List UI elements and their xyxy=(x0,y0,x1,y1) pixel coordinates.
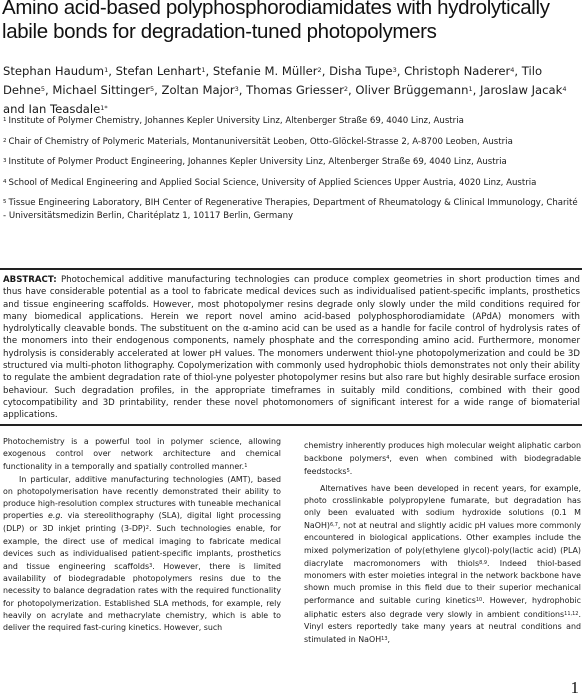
affiliation-text: School of Medical Engineering and Applied Social Science, University of Applied Sciences Upper Austria, 4020 Linz, Austria xyxy=(8,177,537,188)
abstract-text: Photochemical additive manufacturing technologies can produce complex geometries in short production times and thus have considerable potential as a tool to fabricate medical devices such as individualised patient-specific implants, prosthetics and tissue engineering scaffolds. However, most photopolymer resins degrade only slowly under the mild conditions required for many biomedical applications. Herein we report novel amino acid-based polyphosphorodiamidate (APdA) monomers with hydrolytically cleavable bonds. The substituent on the α-amino acid can be used as a handle for facile control of hydrolysis rates of the monomers into their endogenous components, namely phosphate and the corresponding amino acid. Furthermore, monomer hydrolysis is considerably accelerated at lower pH values. The monomers underwent thiol-yne photopolymerization and could be 3D structured via multi-photon lithography. Copolymerization with commonly used hydrophobic thiols demonstrates not only their ability to regulate the ambient degradation rate of thiol-yne polyester photopolymer resins but also rare but highly desirable surface erosion behaviour. Such degradation profiles, in the appropriate timeframes in suitably mild conditions, combined with their good cytocompatibility and 3D printability, render these novel photomonomers of significant interest for a wide range of biomaterial applications. xyxy=(3,275,580,421)
citation: 3 xyxy=(149,563,153,570)
paragraph: chemistry inherently produces high molecular weight aliphatic carbon backbone polymers$^4$, even when combined with biodegradable feedstocks$^5$. xyxy=(304,441,582,477)
paper-title: Amino acid-based polyphosphorodiamidates with hydrolytically labile bonds for degradation-tuned photopolymers xyxy=(2,0,550,43)
author-affiliation-mark: 1 xyxy=(104,66,109,74)
author-name: Jaroslaw Jacak xyxy=(479,83,563,97)
author-name: Disha Tupe xyxy=(329,64,393,78)
affiliation xyxy=(3,114,581,128)
affiliation-number: 4 xyxy=(3,178,7,185)
affiliation-number: 2 xyxy=(3,137,7,144)
author-affiliation-mark: 2 xyxy=(343,85,349,93)
affiliation-list xyxy=(3,114,581,230)
citation: 6,7 xyxy=(329,522,338,529)
author-name: Ian Teasdale xyxy=(28,102,101,116)
paragraph: Photochemistry is a powerful tool in polymer science, allowing exogenous control over network architecture and chemical functionality in a temporally and spatially controlled manner.$^1$ xyxy=(3,437,281,472)
author-affiliation-mark: 3 xyxy=(234,85,239,93)
author-name: Thomas Griesser xyxy=(246,83,344,97)
affiliation-text: Tissue Engineering Laboratory, BIH Center of Regenerative Therapies, Department of Rheumatology & Clinical Immunology, Charité - Universitätsmedizin Berlin, Charitéplatz 1, 10117 Berlin, Germany xyxy=(3,198,578,221)
author-name: Oliver Brüggemann xyxy=(355,83,469,97)
affiliation xyxy=(3,155,581,169)
author-name: Tilo Dehne xyxy=(3,64,543,97)
author-name: Christoph Naderer xyxy=(404,64,511,78)
author-name: Michael Sittinger xyxy=(52,83,150,97)
author-affiliation-mark: 3 xyxy=(392,66,397,74)
citation: 8,9 xyxy=(479,559,488,566)
author-affiliation-mark: 5 xyxy=(40,85,46,93)
author-name: Zoltan Major xyxy=(161,83,235,97)
citation: 13 xyxy=(381,636,388,643)
affiliation-number: 3 xyxy=(3,158,7,165)
affiliation-text: Institute of Polymer Product Engineering, Johannes Kepler University Linz, Altenberger Straße 69, 4040 Linz, Austria xyxy=(8,157,507,168)
author-affiliation-mark: 5 xyxy=(150,85,155,93)
body-column-left xyxy=(3,436,281,634)
affiliation-number: 1 xyxy=(3,117,7,123)
citation: 4 xyxy=(386,455,390,462)
citation: 2 xyxy=(145,525,149,532)
bottom-rule xyxy=(0,424,582,426)
author-affiliation-mark: 4 xyxy=(562,85,567,93)
author-affiliation-mark: 1 xyxy=(201,66,206,74)
affiliation xyxy=(3,135,581,149)
body-column-right xyxy=(304,440,581,646)
citation: 1 xyxy=(244,463,248,470)
author-name: Stephan Haudum xyxy=(3,64,105,78)
affiliation xyxy=(3,176,581,190)
affiliation-text: Chair of Chemistry of Polymeric Materials, Montanuniversität Leoben, Otto-Glöckel-Strasse 2, A-8700 Leoben, Austria xyxy=(8,136,513,147)
affiliation-number: 5 xyxy=(3,199,7,206)
citation: 11,12 xyxy=(564,610,579,617)
citation: 10 xyxy=(475,597,483,604)
author-affiliation-mark: 1 xyxy=(468,85,473,93)
paragraph: Alternatives have been developed in recent years, for example, photo crosslinkable polypropylene fumarate, but degradation has only been evaluated with sodium hydroxide solutions (0.1 M NaOH)$^{6,7}$, not at neutral and slightly acidic pH values more commonly encountered in biological applications. Other examples include the mixed polymerization of poly(ethylene glycol)-poly(lactic acid) (PLA) diacrylate macromonomers with thiols$^{8,9}$. Indeed thiol-based monomers with ester moieties integral in the network backbone have shown much promise in this field due to their superior mechanical performance and suitable curing kinetics$^{10}$. However, hydrophobic aliphatic esters also degrade very slowly in ambient conditions$^{11,12}$. Vinyl esters reportedly take many years at neutral conditions and stimulated in NaOH$^{13}$, xyxy=(304,483,581,645)
author-list: Stephan Haudum$^1$, Stefan Lenhart$^1$, Stefanie M. Müller$^2$, Disha Tupe$^3$, Christoph Naderer$^4$, Tilo Dehne$^5$, Michael Sittinger$^5$, Zoltan Major$^3$, Thomas Griesser$^2$, Oliver Brüggemann$^1$, Jaroslaw Jacak$^4$ and Ian Teasdale$^{1*}$ xyxy=(3,64,567,116)
top-rule xyxy=(0,268,582,270)
author-affiliation-mark: 1* xyxy=(100,104,108,112)
paragraph: In particular, additive manufacturing technologies (AMT), based on photopolymerisation have recently demonstrated their ability to produce high-resolution complex structures with tuneable mechanical properties e.g. via stereolithography (SLA), digital light processing (DLP) or 3D inkjet printing $(3-DP)^2$. Such technologies enable, for example, the direct use of medical imaging to fabricate medical devices such as individualised patient-specific implants, prosthetics and tissue engineering scaffolds$^3$. However, there is limited availability of biodegradable photopolymers resins due to the necessity to balance degradation rates with the required functionality for photopolymerization. Established SLA methods, for example, rely heavily on acrylate and methacrylate chemistry, which is able to deliver the required fast-curing kinetics. However, such xyxy=(3,474,281,633)
citation: 5 xyxy=(346,468,350,475)
author-affiliation-mark: 2 xyxy=(317,66,322,74)
author-name: Stefan Lenhart xyxy=(115,64,202,78)
affiliation xyxy=(3,196,581,222)
abstract: ABSTRACT: Photochemical additive manufacturing technologies can produce complex geometries in short production times and thus have considerable potential as a tool to fabricate medical devices such as individualised patient-specific implants, prosthetics and tissue engineering scaffolds. However, most photopolymer resins degrade only slowly under the mild conditions required for many biomedical applications. Herein we report novel amino acid-based polyphosphorodiamidate (APdA) monomers with hydrolytically cleavable bonds. The substituent on the α-amino acid can be used as a handle for facile control of hydrolysis rates of the monomers into their endogenous components, namely phosphate and the corresponding amino acid. Furthermore, monomer hydrolysis is considerably accelerated at lower pH values. The monomers underwent thiol-yne photopolymerization and could be 3D structured via multi-photon lithography. Copolymerization with commonly used hydrophobic thiols demonstrates not only their ability to regulate the ambient degradation rate of thiol-yne polyester photopolymer resins but also rare but highly desirable surface erosion behaviour. Such degradation profiles, in the appropriate timeframes in suitably mild conditions, combined with their good cytocompatibility and 3D printability, render these novel photomonomers of significant interest for a wide range of biomaterial applications. xyxy=(3,275,580,421)
author-name: Stefanie M. Müller xyxy=(212,64,318,78)
affiliation-text: Institute of Polymer Chemistry, Johannes Kepler University Linz, Altenberger Straße 69, 4040 Linz, Austria xyxy=(8,116,464,126)
abstract-label: ABSTRACT xyxy=(3,275,54,285)
author-affiliation-mark: 4 xyxy=(510,66,515,74)
page-number: 1 xyxy=(570,678,579,697)
